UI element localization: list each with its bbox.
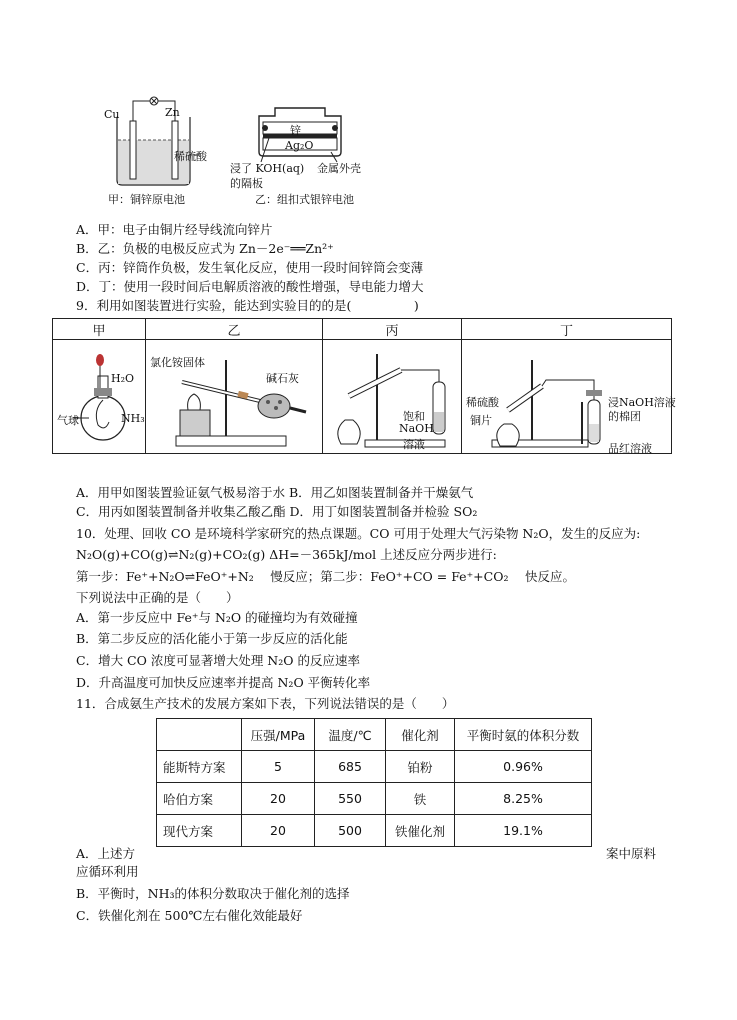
apparatus-bing bbox=[323, 340, 462, 454]
table-cell: 500 bbox=[315, 815, 386, 847]
copper-label: 铜片 bbox=[470, 414, 492, 427]
q10-option-a: A．第一步反应中 Fe⁺与 N₂O 的碰撞均为有效碰撞 bbox=[76, 610, 358, 625]
zinc-label: 锌 bbox=[290, 124, 301, 137]
table-cell: 能斯特方案 bbox=[157, 751, 242, 783]
q11-option-b: B．平衡时，NH₃的体积分数取决于催化剂的选择 bbox=[76, 886, 350, 901]
q9-options-ab: A．用甲如图装置验证氨气极易溶于水 B．用乙如图装置制备并干燥氨气 bbox=[76, 485, 474, 500]
koh-label-1: 浸了 KOH(aq) bbox=[230, 162, 305, 175]
naoh-cotton-label-2: 的棉团 bbox=[608, 410, 641, 423]
table-cell: 685 bbox=[315, 751, 386, 783]
q10-option-d: D．升高温度可加快反应速率并提高 N₂O 平衡转化率 bbox=[76, 675, 371, 690]
header-bing: 丙 bbox=[323, 319, 462, 340]
q9-options-cd: C．用丙如图装置制备并收集乙酸乙酯 D．用丁如图装置制备并检验 SO₂ bbox=[76, 504, 478, 519]
shell-label: 金属外壳 bbox=[317, 162, 361, 175]
table-cell: 哈伯方案 bbox=[157, 783, 242, 815]
lime-label: 碱石灰 bbox=[266, 372, 299, 385]
table-cell: 铂粉 bbox=[386, 751, 455, 783]
magenta-label: 品红溶液 bbox=[608, 442, 652, 455]
acid-label: 稀硫酸 bbox=[174, 150, 207, 163]
table-cell: 铁催化剂 bbox=[386, 815, 455, 847]
table-header-cell: 压强/MPa bbox=[242, 719, 315, 751]
q10-stem-3: 第一步：Fe⁺+N₂O⇌FeO⁺+N₂ 慢反应；第二步：FeO⁺+CO = Fe⁺+CO₂ 快反应。 bbox=[76, 569, 575, 584]
table-header-row bbox=[157, 719, 592, 751]
header-jia: 甲 bbox=[53, 319, 146, 340]
zn-label: Zn bbox=[165, 106, 180, 119]
q10-option-b: B．第二步反应的活化能小于第一步反应的活化能 bbox=[76, 631, 348, 646]
header-ding: 丁 bbox=[462, 319, 672, 340]
table-row bbox=[157, 815, 592, 847]
q8-option-a: A．甲：电子由铜片经导线流向锌片 bbox=[76, 222, 273, 237]
table-cell: 550 bbox=[315, 783, 386, 815]
fountain-flask-diagram bbox=[53, 340, 145, 454]
ag2o-label: Ag₂O bbox=[285, 139, 314, 152]
naoh-cotton-label-1: 浸NaOH溶液 bbox=[608, 396, 676, 409]
table-cell: 19.1% bbox=[455, 815, 592, 847]
q8-option-c: C．丙：锌筒作负极，发生氧化反应，使用一段时间锌筒会变薄 bbox=[76, 260, 424, 275]
ester-prep-diagram bbox=[323, 340, 461, 454]
q9-stem: 9．利用如图装置进行实验，能达到实验目的的是( ) bbox=[76, 298, 419, 313]
q11-option-a-cont: 应循环利用 bbox=[76, 864, 139, 879]
h2o-label: H₂O bbox=[111, 372, 135, 385]
table-cell: 铁 bbox=[386, 783, 455, 815]
koh-label-2: 的隔板 bbox=[230, 177, 263, 190]
table-row bbox=[157, 751, 592, 783]
q11-option-a-right: 案中原料 bbox=[606, 846, 657, 861]
caption-jia: 甲：铜锌原电池 bbox=[108, 193, 185, 206]
header-yi: 乙 bbox=[146, 319, 323, 340]
table-cell: 8.25% bbox=[455, 783, 592, 815]
table-cell: 现代方案 bbox=[157, 815, 242, 847]
table-header-cell bbox=[157, 719, 242, 751]
apparatus-ding bbox=[462, 340, 676, 455]
q10-stem-1: 10．处理、回收 CO 是环境科学家研究的热点课题。CO 可用于处理大气污染物 N₂O，发生的反应为: bbox=[76, 526, 641, 541]
table-row bbox=[157, 783, 592, 815]
q11-option-a-left: A．上述方 bbox=[76, 846, 136, 861]
table-cell: 20 bbox=[242, 815, 315, 847]
q10-stem-2: N₂O(g)+CO(g)⇌N₂(g)+CO₂(g) ΔH=－365kJ/mol 上述反应分两步进行: bbox=[76, 547, 497, 562]
q8-option-d: D．丁：使用一段时间后电解质溶液的酸性增强，导电能力增大 bbox=[76, 279, 424, 294]
nh4cl-label: 氯化铵固体 bbox=[150, 356, 205, 369]
table-header-cell: 平衡时氨的体积分数 bbox=[455, 719, 592, 751]
q11-stem: 11．合成氨生产技术的发展方案如下表，下列说法错误的是（ ） bbox=[76, 696, 455, 711]
table-header-cell: 温度/℃ bbox=[315, 719, 386, 751]
cu-label: Cu bbox=[104, 108, 120, 121]
table-cell: 5 bbox=[242, 751, 315, 783]
apparatus-yi bbox=[146, 340, 323, 454]
table-cell: 20 bbox=[242, 783, 315, 815]
dilute-acid-label: 稀硫酸 bbox=[466, 396, 499, 409]
caption-yi: 乙：组扣式银锌电池 bbox=[255, 193, 354, 206]
q11-data-table bbox=[156, 718, 592, 847]
nh3-label: NH₃ bbox=[121, 412, 145, 425]
q11-option-c: C．铁催化剂在 500℃左右催化效能最好 bbox=[76, 908, 303, 923]
sat-label-2: NaOH bbox=[399, 422, 434, 435]
table-header-cell: 催化剂 bbox=[386, 719, 455, 751]
q8-option-b: B．乙：负极的电极反应式为 Zn－2e⁻══Zn²⁺ bbox=[76, 241, 334, 256]
q9-apparatus-table bbox=[52, 318, 676, 455]
table-cell: 0.96% bbox=[455, 751, 592, 783]
sat-label-3: 溶液 bbox=[403, 438, 425, 451]
apparatus-jia bbox=[53, 340, 146, 454]
q10-option-c: C．增大 CO 浓度可显著增大处理 N₂O 的反应速率 bbox=[76, 653, 360, 668]
balloon-label: 气球 bbox=[57, 414, 79, 427]
q10-stem-4: 下列说法中正确的是（ ） bbox=[76, 590, 239, 605]
sat-label-1: 饱和 bbox=[403, 410, 425, 423]
